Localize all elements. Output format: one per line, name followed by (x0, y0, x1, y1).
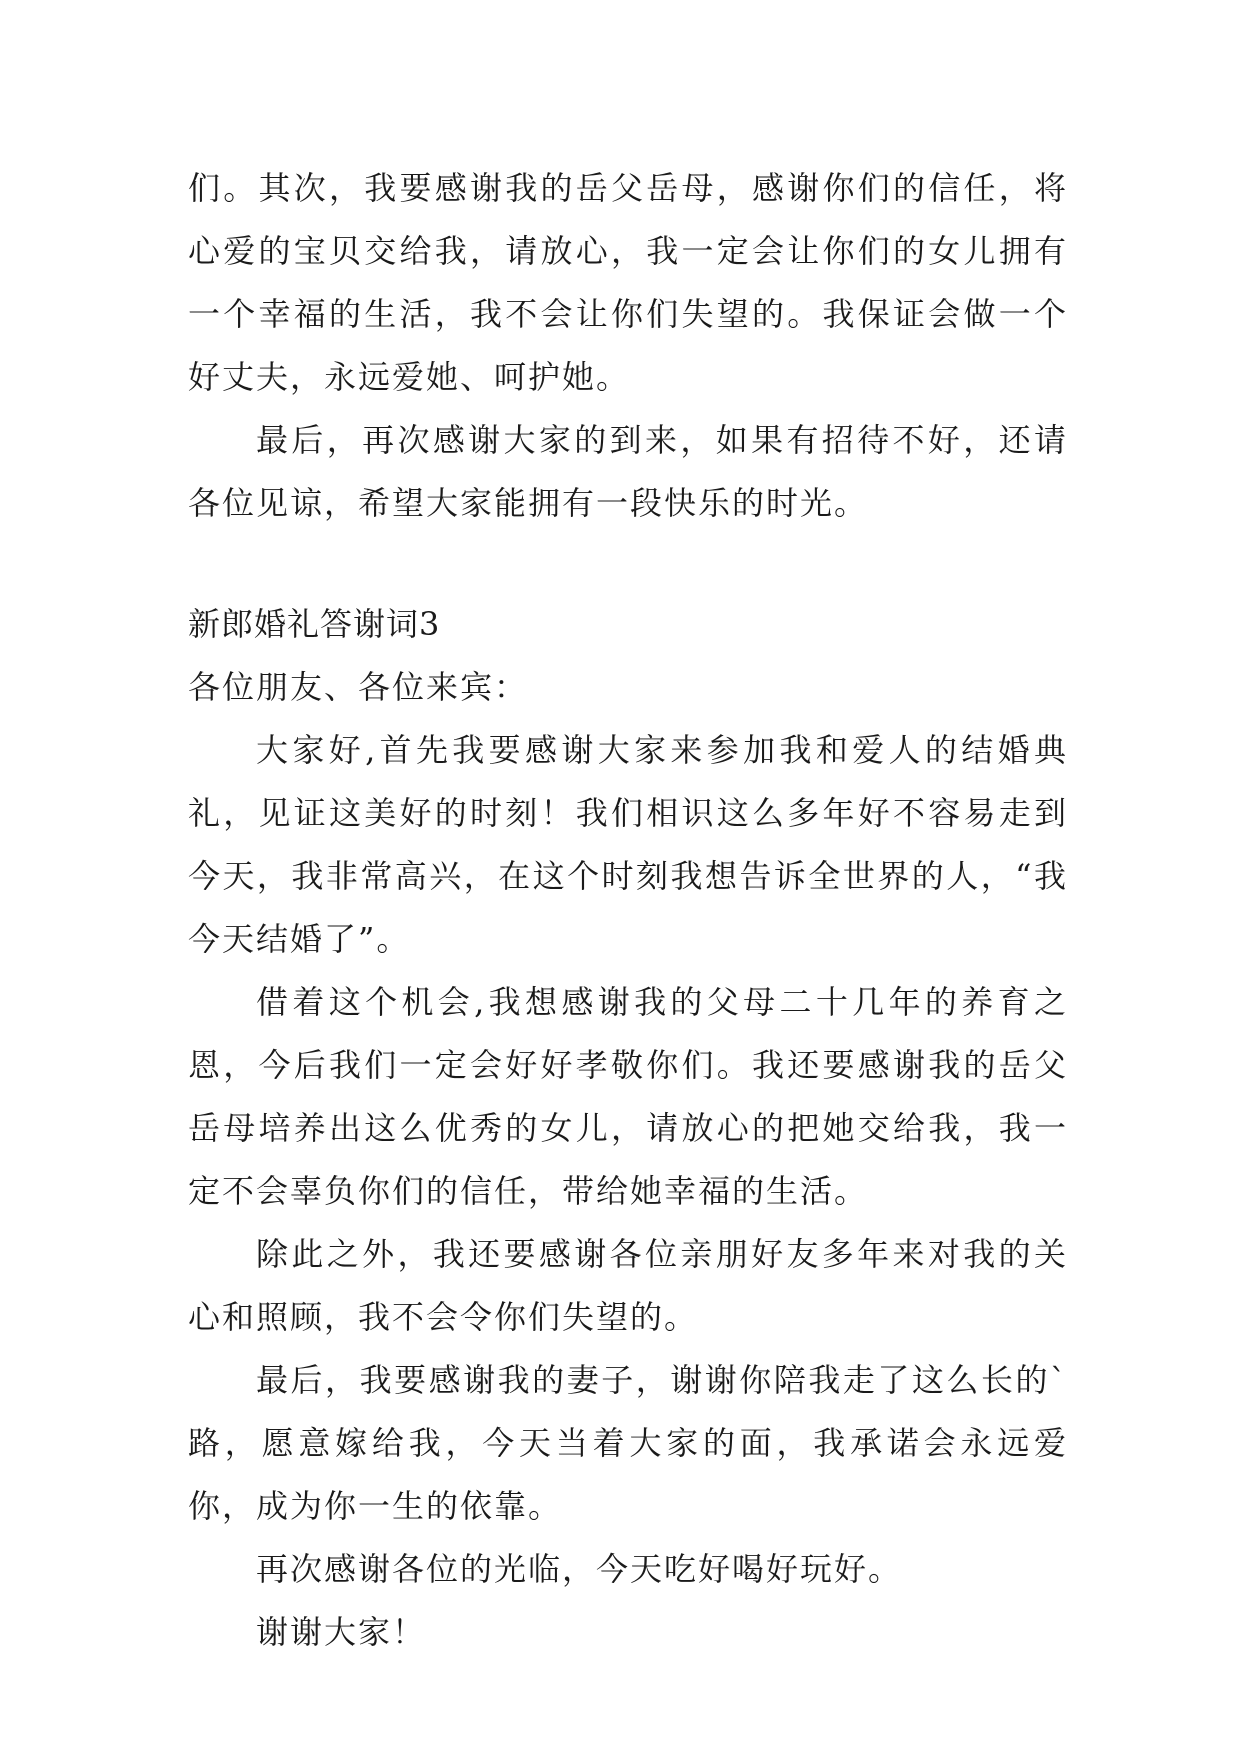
document-body (188, 157, 1068, 1664)
paragraph: 们。其次，我要感谢我的岳父岳母，感谢你们的信任，将心爱的宝贝交给我，请放心，我一定会让你们的女儿拥有一个幸福的生活，我不会让你们失望的。我保证会做一个好丈夫，永远爱她、呵护她。 (188, 169, 1068, 396)
salutation: 各位朋友、各位来宾： (188, 668, 529, 706)
closing-line: 谢谢大家！ (256, 1613, 427, 1651)
section-gap (188, 535, 1068, 593)
paragraph: 最后，再次感谢大家的到来，如果有招待不好，还请各位见谅，希望大家能拥有一段快乐的时光。 (188, 421, 1068, 522)
paragraph: 再次感谢各位的光临，今天吃好喝好玩好。 (256, 1550, 903, 1588)
paragraph: 大家好,首先我要感谢大家来参加我和爱人的结婚典礼，见证这美好的时刻！我们相识这么多年好不容易走到今天，我非常高兴，在这个时刻我想告诉全世界的人，“我今天结婚了”。 (188, 731, 1068, 958)
paragraph: 借着这个机会,我想感谢我的父母二十几年的养育之恩，今后我们一定会好好孝敬你们。我还要感谢我的岳父岳母培养出这么优秀的女儿，请放心的把她交给我，我一定不会辜负你们的信任，带给她幸福的生活。 (188, 983, 1068, 1210)
paragraph: 除此之外，我还要感谢各位亲朋好友多年来对我的关心和照顾，我不会令你们失望的。 (188, 1235, 1068, 1336)
section-title: 新郎婚礼答谢词3 (188, 605, 441, 643)
paragraph: 最后，我要感谢我的妻子，谢谢你陪我走了这么长的`路，愿意嫁给我，今天当着大家的面，我承诺会永远爱你，成为你一生的依靠。 (188, 1361, 1068, 1525)
